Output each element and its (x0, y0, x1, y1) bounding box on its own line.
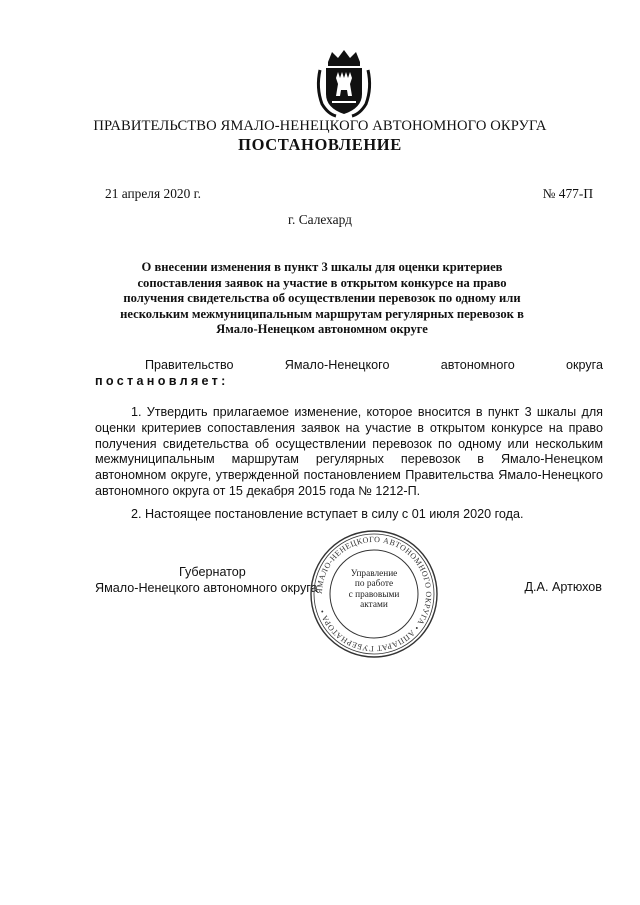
stamp-line: актами (360, 600, 388, 611)
document-city: г. Салехард (288, 212, 352, 227)
stamp-center-text (331, 569, 417, 611)
coat-of-arms-emblem (314, 48, 374, 120)
stamp-ring-text: ЯМАЛО-НЕНЕЦКОГО АВТОНОМНОГО ОКРУГА • АППАРАТ ГУБЕРНАТОРА • (314, 534, 434, 654)
document-type: ПОСТАНОВЛЕНИЕ (238, 135, 402, 154)
stamp-line: с правовыми (348, 589, 400, 600)
stamp-line: Управление (350, 569, 398, 579)
preamble (95, 358, 603, 390)
preamble-word: Правительство (145, 358, 234, 372)
signatory-name: Д.А. Артюхов (524, 580, 602, 594)
document-number: № 477-П (542, 186, 593, 201)
decree-item: 1. Утвердить прилагаемое изменение, которое вносится в пункт 3 шкалы для оценки критериев сопоставления заявок на участие в открытом конкурсе на право получения свидетельства об осуществлении перевозок по одному или нескольким межмуниципальным маршрутам регулярных перевозок в Ямало-Ненецком автономном округе, утвержденной постановлением Правительства Ямало-Ненецкого автономного округа от 15 декабря 2015 года № 1212-П. (95, 405, 603, 498)
stamp-line: по работе (354, 579, 394, 590)
preamble-word: округа (565, 358, 603, 372)
preamble-word: автономного (440, 358, 515, 372)
preamble-word: Ямало-Ненецкого (284, 358, 390, 372)
document-date: 21 апреля 2020 г. (105, 186, 201, 201)
signatory-title (95, 565, 335, 597)
signatory-title-line: Ямало-Ненецкого автономного округа (95, 580, 318, 595)
government-name: ПРАВИТЕЛЬСТВО ЯМАЛО-НЕНЕЦКОГО АВТОНОМНОГО ОКРУГА (93, 118, 547, 134)
decree-word: постановляет: (95, 373, 229, 388)
decree-item: 2. Настоящее постановление вступает в силу с 01 июля 2020 года. (131, 507, 524, 521)
document-title: О внесении изменения в пункт 3 шкалы для оценки критериев сопоставления заявок на участие в открытом конкурсе на право получения свидетельства об осуществлении перевозок по одному или нескольким межмуниципальным маршрутам регулярных перевозок в Ямало-Ненецком автономном округе (120, 260, 524, 337)
signatory-title-line: Губернатор (179, 565, 246, 579)
preamble-line (95, 358, 603, 374)
